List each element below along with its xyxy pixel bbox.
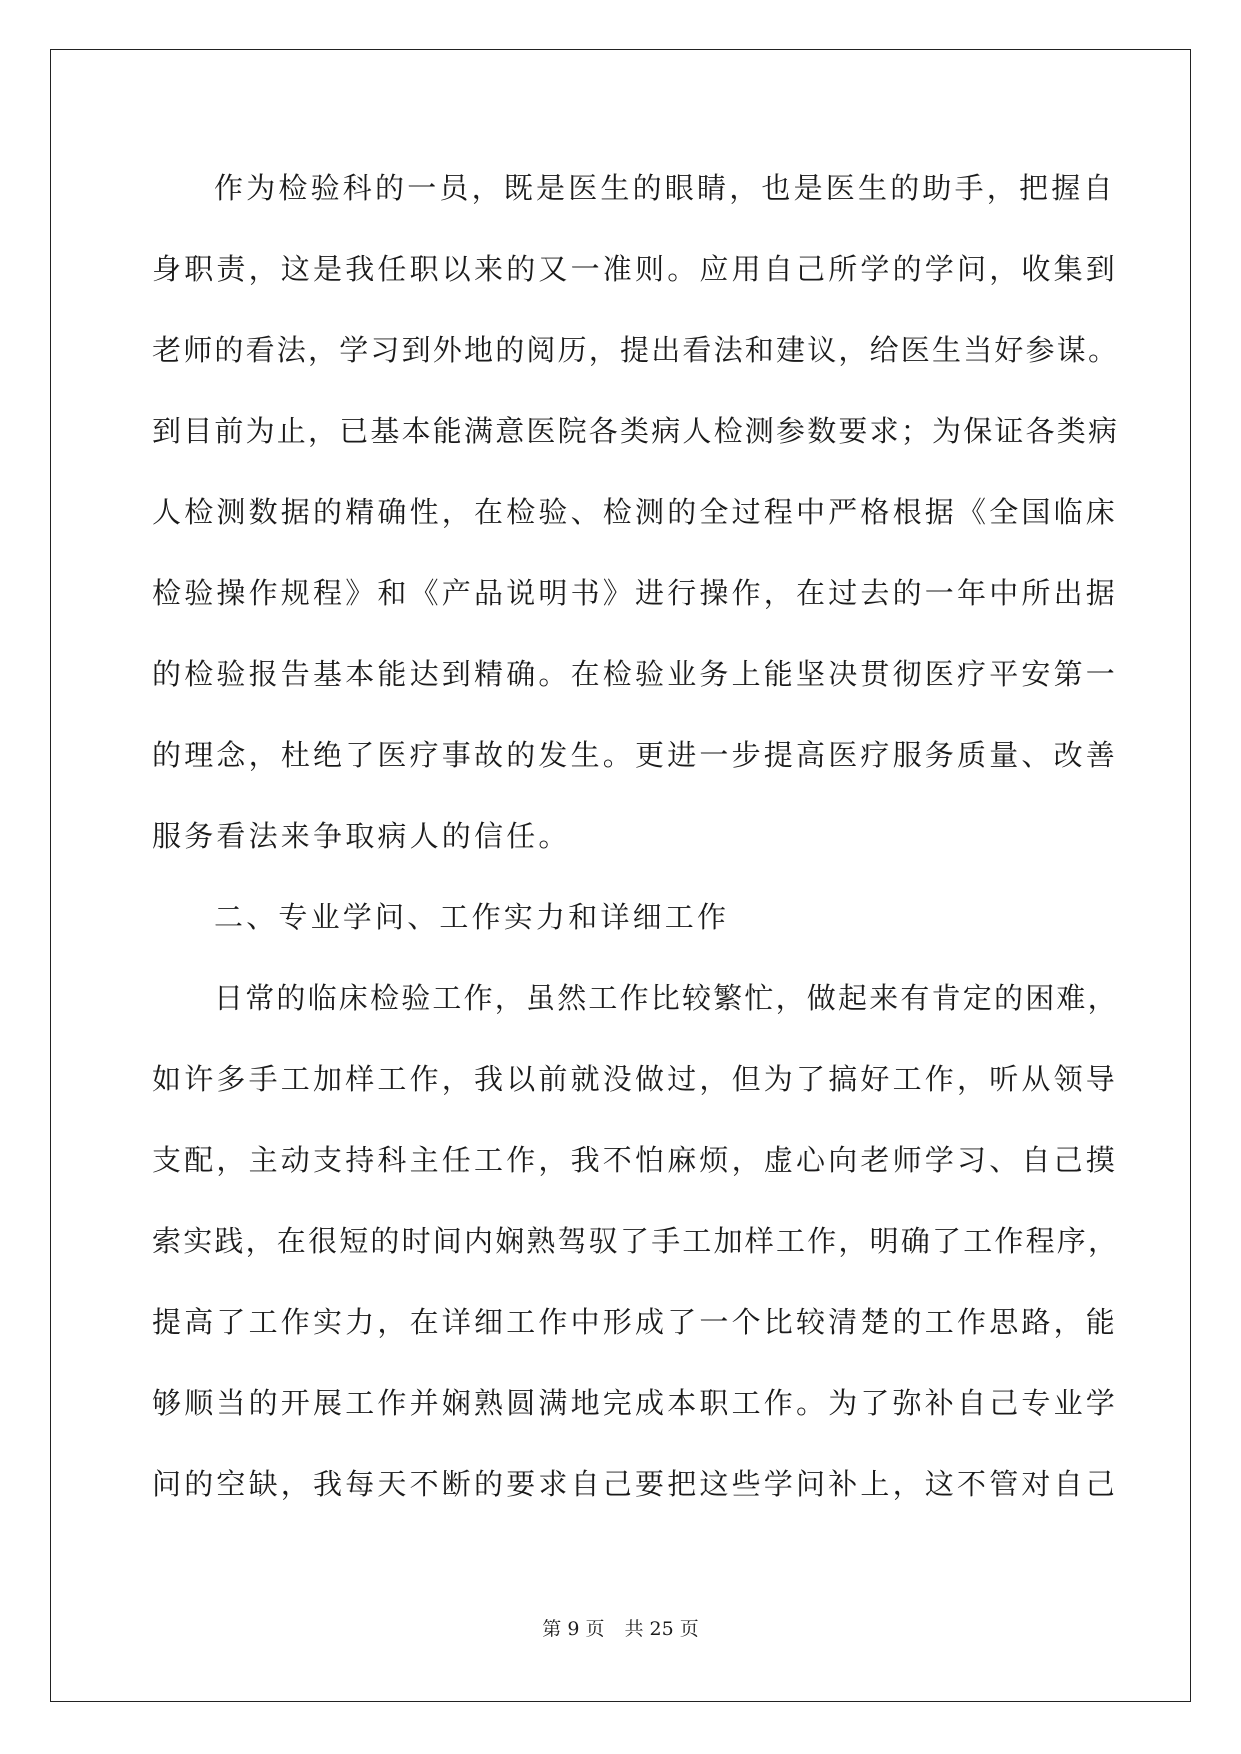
paragraph-line: 身职责，这是我任职以来的又一准则。应用自己所学的学问，收集到 [152, 252, 1119, 286]
page-number: 第 9 页 [542, 1618, 605, 1640]
page-total: 共 25 页 [624, 1618, 699, 1640]
paragraph-line: 日常的临床检验工作，虽然工作比较繁忙，做起来有肯定的困难， [214, 981, 1119, 1015]
page-footer [0, 1617, 1241, 1641]
paragraph-line: 支配，主动支持科主任工作，我不怕麻烦，虚心向老师学习、自己摸 [152, 1143, 1119, 1177]
paragraph-line: 服务看法来争取病人的信任。 [152, 819, 571, 853]
section-heading: 二、专业学问、工作实力和详细工作 [214, 900, 730, 934]
paragraph-line: 检验操作规程》和《产品说明书》进行操作，在过去的一年中所出据 [152, 576, 1119, 610]
paragraph-line: 如许多手工加样工作，我以前就没做过，但为了搞好工作，听从领导 [152, 1062, 1119, 1096]
paragraph-line: 到目前为止，已基本能满意医院各类病人检测参数要求；为保证各类病 [152, 414, 1120, 448]
paragraph-line: 作为检验科的一员，既是医生的眼睛，也是医生的助手，把握自 [214, 171, 1116, 205]
page-border [50, 49, 1191, 1702]
paragraph-line: 够顺当的开展工作并娴熟圆满地完成本职工作。为了弥补自己专业学 [152, 1386, 1119, 1420]
paragraph-line: 的理念，杜绝了医疗事故的发生。更进一步提高医疗服务质量、改善 [152, 738, 1119, 772]
paragraph-line: 人检测数据的精确性，在检验、检测的全过程中严格根据《全国临床 [152, 495, 1119, 529]
paragraph-line: 索实践，在很短的时间内娴熟驾驭了手工加样工作，明确了工作程序， [152, 1224, 1120, 1258]
paragraph-line: 提高了工作实力，在详细工作中形成了一个比较清楚的工作思路，能 [152, 1305, 1119, 1339]
paragraph-line: 的检验报告基本能达到精确。在检验业务上能坚决贯彻医疗平安第一 [152, 657, 1119, 691]
paragraph-line: 问的空缺，我每天不断的要求自己要把这些学问补上，这不管对自己 [152, 1467, 1119, 1501]
paragraph-line: 老师的看法，学习到外地的阅历，提出看法和建议，给医生当好参谋。 [152, 333, 1120, 367]
